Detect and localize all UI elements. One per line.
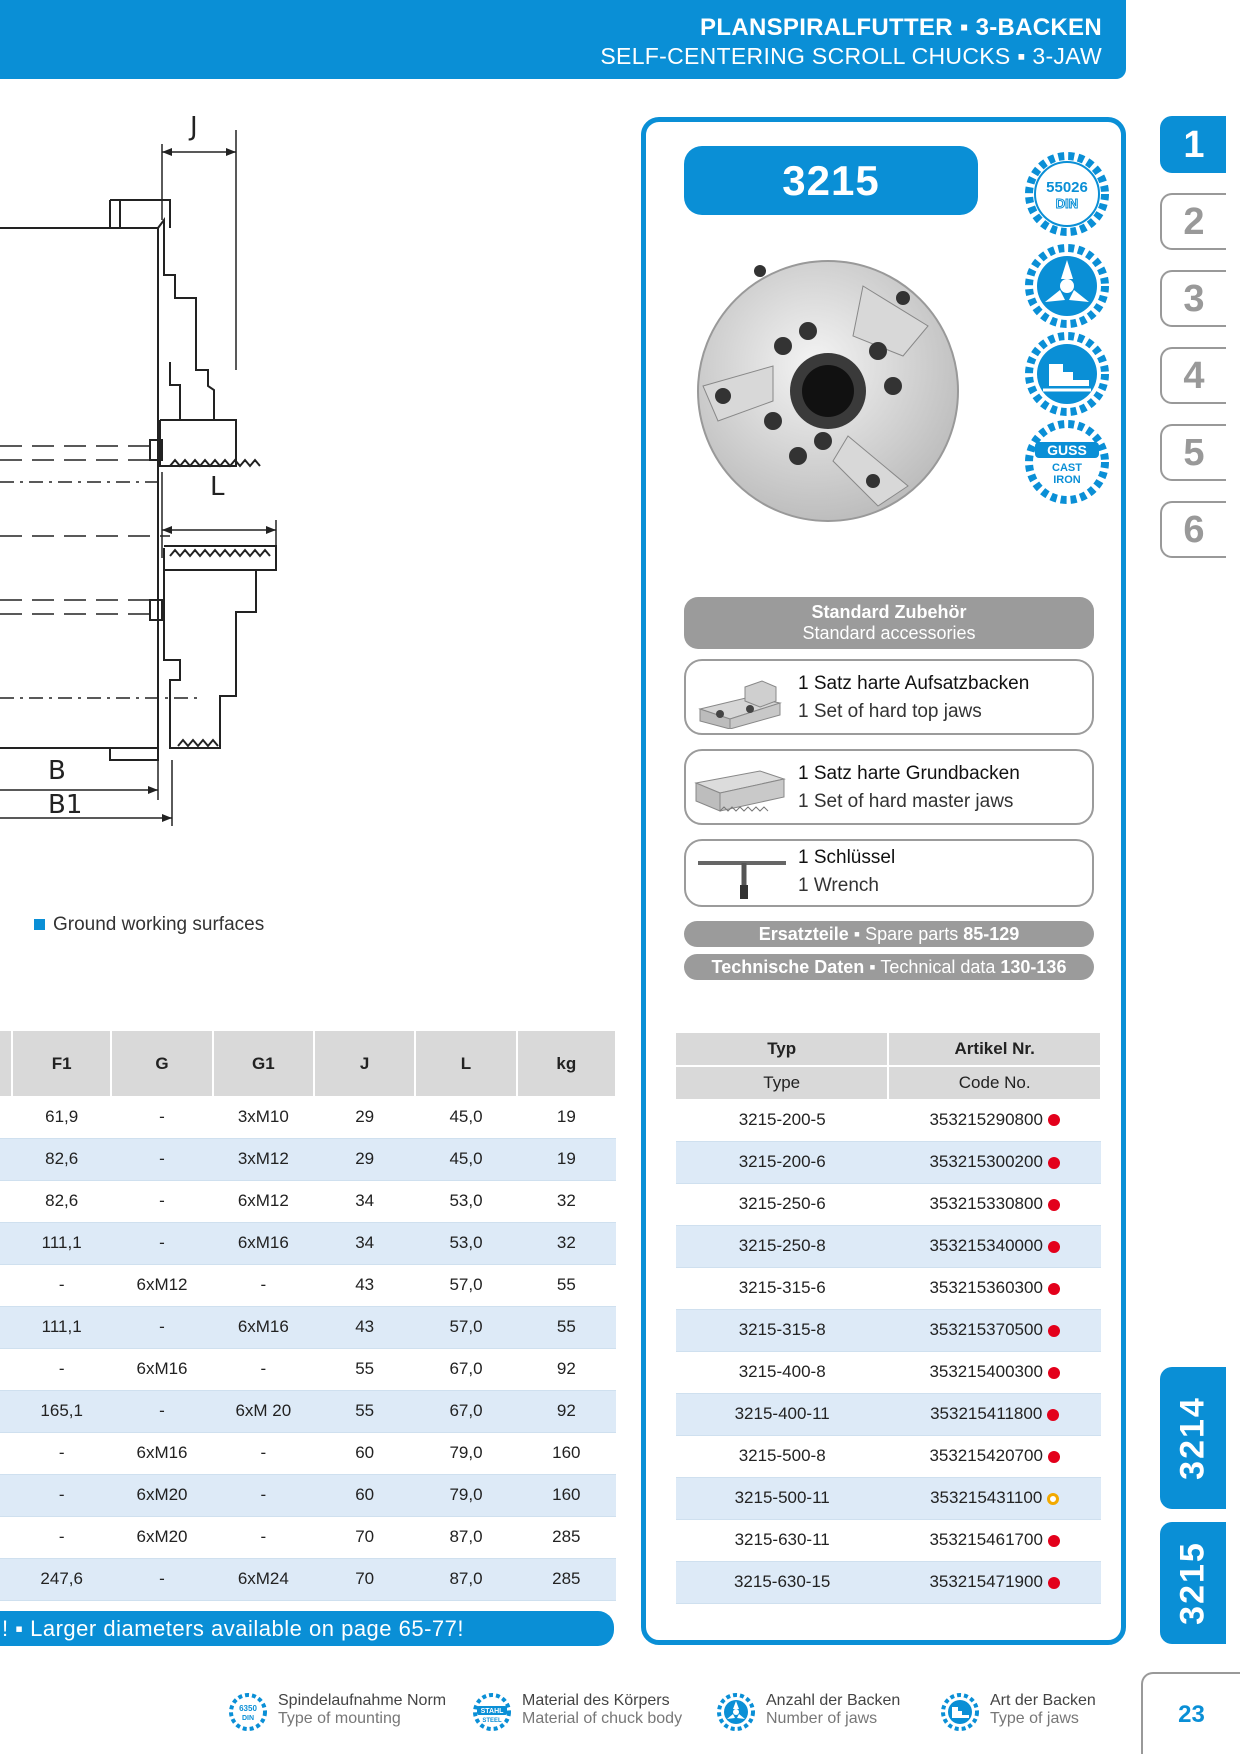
table-cell: -: [12, 1348, 111, 1390]
tech-data-sep: ▪: [864, 957, 881, 977]
in-stock-dot-icon: [1048, 1157, 1060, 1169]
article-code: 353215400300: [929, 1362, 1043, 1381]
table-row: [0, 1138, 616, 1180]
spare-parts-en: Spare parts: [865, 924, 964, 944]
table-cell: 55: [517, 1306, 616, 1348]
table-cell: -: [213, 1432, 314, 1474]
three-jaw-badge-icon: [1023, 242, 1111, 330]
article-header-row-en: [676, 1066, 1101, 1099]
header-title-de: PLANSPIRALFUTTER ▪ 3-BACKEN: [700, 14, 1102, 41]
row-stub: [0, 1306, 12, 1348]
article-code-cell: [888, 1519, 1101, 1561]
table-cell: -: [12, 1432, 111, 1474]
spare-parts-sep: ▪: [848, 924, 866, 944]
legend-mounting-en: Type of mounting: [278, 1710, 401, 1727]
din-6350-number: 6350: [239, 1704, 257, 1713]
tech-data-de: Technische Daten: [711, 957, 865, 977]
note-text: Ground working surfaces: [53, 914, 265, 935]
row-stub: [0, 1432, 12, 1474]
article-row: [676, 1393, 1101, 1435]
row-stub: [0, 1474, 12, 1516]
master-jaws-image: [690, 757, 790, 819]
row-stub: [0, 1096, 12, 1138]
table-cell: 6xM16: [111, 1432, 212, 1474]
article-row: [676, 1225, 1101, 1267]
table-cell: 6xM 20: [213, 1390, 314, 1432]
in-stock-dot-icon: [1048, 1199, 1060, 1211]
header-typ: Typ: [676, 1033, 888, 1066]
table-cell: 285: [517, 1558, 616, 1600]
table-cell: 111,1: [12, 1222, 111, 1264]
table-cell: 6xM24: [213, 1558, 314, 1600]
article-code-cell: [888, 1561, 1101, 1603]
legend-material-de: Material des Körpers: [522, 1692, 670, 1709]
in-stock-dot-icon: [1048, 1114, 1060, 1126]
accessory-1-en: 1 Set of hard top jaws: [798, 701, 982, 722]
chapter-tab-2[interactable]: 2: [1160, 193, 1226, 250]
technical-data-link[interactable]: [684, 954, 1094, 980]
article-code: 353215340000: [929, 1236, 1043, 1255]
in-stock-dot-icon: [1048, 1325, 1060, 1337]
article-type: 3215-200-5: [676, 1099, 888, 1141]
table-cell: 67,0: [415, 1348, 516, 1390]
table-cell: 19: [517, 1138, 616, 1180]
article-type: 3215-630-15: [676, 1561, 888, 1603]
technical-drawing: [0, 100, 320, 860]
cast-label: CAST: [1052, 462, 1082, 474]
accessories-head-de: Standard Zubehör: [811, 602, 967, 622]
table-cell: 34: [314, 1222, 415, 1264]
row-stub: [0, 1138, 12, 1180]
article-type: 3215-400-8: [676, 1351, 888, 1393]
jaw-type-icon: [940, 1692, 980, 1732]
table-cell: 87,0: [415, 1558, 516, 1600]
product-number: 3215: [684, 146, 978, 215]
chapter-tab-5[interactable]: 5: [1160, 424, 1226, 481]
dim-label-l: L: [210, 472, 225, 502]
article-code-cell: [888, 1477, 1101, 1519]
table-cell: 160: [517, 1432, 616, 1474]
article-code: 353215290800: [929, 1109, 1043, 1129]
row-stub: [0, 1264, 12, 1306]
section-tab-3215-label: 3215: [1173, 1541, 1212, 1625]
header-title-en: SELF-CENTERING SCROLL CHUCKS ▪ 3-JAW: [600, 43, 1102, 69]
steel-label-en: STEEL: [482, 1718, 502, 1724]
guss-label: GUSS: [1047, 442, 1087, 458]
row-stub: [0, 1222, 12, 1264]
article-code-cell: [888, 1309, 1101, 1351]
din-6350-label: DIN: [241, 1715, 255, 1722]
article-type: 3215-250-8: [676, 1225, 888, 1267]
product-box: [641, 117, 1126, 1645]
table-cell: 87,0: [415, 1516, 516, 1558]
article-code-cell: [888, 1267, 1101, 1309]
article-type: 3215-500-11: [676, 1477, 888, 1519]
header-j: J: [314, 1031, 415, 1096]
tech-data-en: Technical data: [880, 957, 1001, 977]
article-type: 3215-315-8: [676, 1309, 888, 1351]
article-row: [676, 1141, 1101, 1183]
table-row: [0, 1516, 616, 1558]
table-cell: 79,0: [415, 1474, 516, 1516]
article-row: [676, 1435, 1101, 1477]
article-code-cell: [888, 1141, 1101, 1183]
in-stock-dot-icon: [1048, 1283, 1060, 1295]
table-cell: -: [12, 1516, 111, 1558]
table-row: [0, 1390, 616, 1432]
table-cell: 3xM10: [213, 1096, 314, 1138]
table-cell: 6xM20: [111, 1516, 212, 1558]
article-row: [676, 1183, 1101, 1225]
article-code-cell: [888, 1435, 1101, 1477]
table-row: [0, 1306, 616, 1348]
table-cell: 34: [314, 1180, 415, 1222]
table-cell: 29: [314, 1138, 415, 1180]
three-jaw-icon: [716, 1692, 756, 1732]
legend-jaw-type-de: Art der Backen: [990, 1692, 1096, 1709]
table-cell: -: [111, 1390, 212, 1432]
steel-label-de: STAHL: [480, 1708, 504, 1715]
blue-square-icon: [34, 919, 45, 930]
article-code: 353215330800: [929, 1194, 1043, 1213]
table-cell: -: [111, 1096, 212, 1138]
table-cell: 55: [314, 1390, 415, 1432]
din-55026-badge-icon: [1023, 150, 1111, 238]
top-jaws-image: [690, 667, 790, 729]
accessory-2-en: 1 Set of hard master jaws: [798, 791, 1014, 812]
article-header-row-de: [676, 1033, 1101, 1066]
in-stock-dot-icon: [1047, 1409, 1059, 1421]
table-row: [0, 1432, 616, 1474]
accessories-head-en: Standard accessories: [802, 623, 976, 643]
larger-diameters-bar: ! ▪ Larger diameters available on page 65-77!: [0, 1611, 614, 1646]
table-row: [0, 1096, 616, 1138]
article-type: 3215-500-8: [676, 1435, 888, 1477]
table-cell: 6xM12: [111, 1264, 212, 1306]
row-stub: [0, 1558, 12, 1600]
table-cell: 67,0: [415, 1390, 516, 1432]
chuck-product-photo: [678, 246, 968, 546]
header-kg: kg: [517, 1031, 616, 1096]
table-cell: 43: [314, 1264, 415, 1306]
din-number: 55026: [1046, 179, 1088, 196]
accessory-3-de: 1 Schlüssel: [798, 847, 896, 868]
chapter-tab-3[interactable]: 3: [1160, 270, 1226, 327]
table-cell: 53,0: [415, 1222, 516, 1264]
article-type: 3215-315-6: [676, 1267, 888, 1309]
article-code-cell: [888, 1099, 1101, 1141]
din-6350-icon: [228, 1692, 268, 1732]
table-cell: 165,1: [12, 1390, 111, 1432]
cast-iron-badge-icon: [1023, 418, 1111, 506]
table-cell: 92: [517, 1390, 616, 1432]
spare-parts-pages: 85-129: [963, 924, 1020, 944]
accessory-wrench: [684, 839, 1094, 907]
table-cell: 29: [314, 1096, 415, 1138]
table-cell: 53,0: [415, 1180, 516, 1222]
tech-data-pages: 130-136: [1000, 957, 1067, 977]
table-cell: 55: [517, 1264, 616, 1306]
header-g1: G1: [213, 1031, 314, 1096]
dimensions-header-row: [0, 1031, 616, 1096]
iron-label: IRON: [1053, 474, 1081, 486]
table-cell: 6xM16: [213, 1222, 314, 1264]
table-cell: 57,0: [415, 1306, 516, 1348]
header-g: G: [111, 1031, 212, 1096]
accessory-1-de: 1 Satz harte Aufsatzbacken: [798, 673, 1030, 694]
chapter-tab-4[interactable]: 4: [1160, 347, 1226, 404]
table-cell: 70: [314, 1558, 415, 1600]
table-cell: 82,6: [12, 1138, 111, 1180]
table-cell: -: [111, 1558, 212, 1600]
section-tab-3215[interactable]: [1160, 1522, 1226, 1644]
page-number: 23: [1141, 1672, 1240, 1754]
table-cell: -: [111, 1180, 212, 1222]
wrench-image: [690, 847, 790, 909]
in-stock-dot-icon: [1048, 1451, 1060, 1463]
header-artikel-nr: Artikel Nr.: [888, 1033, 1101, 1066]
table-cell: 160: [517, 1474, 616, 1516]
article-code: 353215461700: [929, 1530, 1043, 1549]
accessory-2-de: 1 Satz harte Grundbacken: [798, 763, 1020, 784]
table-cell: 45,0: [415, 1096, 516, 1138]
table-row: [0, 1474, 616, 1516]
table-cell: 247,6: [12, 1558, 111, 1600]
accessory-3-en: 1 Wrench: [798, 875, 879, 896]
article-row: [676, 1309, 1101, 1351]
table-cell: -: [111, 1222, 212, 1264]
dimensions-table: [0, 1031, 617, 1601]
article-row: [676, 1099, 1101, 1141]
table-cell: -: [12, 1264, 111, 1306]
table-row: [0, 1180, 616, 1222]
table-cell: -: [213, 1516, 314, 1558]
row-stub: [0, 1390, 12, 1432]
article-code-cell: [888, 1183, 1101, 1225]
article-row: [676, 1267, 1101, 1309]
section-tab-3214-label: 3214: [1173, 1396, 1212, 1480]
table-row: [0, 1222, 616, 1264]
article-code: 353215370500: [929, 1320, 1043, 1339]
article-row: [676, 1561, 1101, 1603]
legend-material-en: Material of chuck body: [522, 1710, 683, 1727]
article-code: 353215431100: [930, 1488, 1043, 1507]
header-code-no: Code No.: [888, 1066, 1101, 1099]
header-f1: F1: [12, 1031, 111, 1096]
in-stock-dot-icon: [1048, 1241, 1060, 1253]
table-cell: 43: [314, 1306, 415, 1348]
page-header: [0, 0, 1126, 79]
article-type: 3215-630-11: [676, 1519, 888, 1561]
table-cell: 55: [314, 1348, 415, 1390]
article-code-cell: [888, 1351, 1101, 1393]
table-cell: 92: [517, 1348, 616, 1390]
on-order-dot-icon: [1047, 1493, 1059, 1505]
dim-label-b1: B1: [48, 790, 83, 820]
table-cell: -: [213, 1474, 314, 1516]
din-label: DIN: [1055, 196, 1079, 211]
in-stock-dot-icon: [1048, 1577, 1060, 1589]
dim-label-b: B: [48, 756, 66, 786]
article-row: [676, 1519, 1101, 1561]
spare-parts-link[interactable]: [684, 921, 1094, 947]
article-code: 353215420700: [929, 1446, 1043, 1465]
table-cell: 60: [314, 1474, 415, 1516]
article-code-cell: [888, 1393, 1101, 1435]
article-code: 353215360300: [929, 1278, 1043, 1297]
table-cell: 32: [517, 1222, 616, 1264]
table-cell: 6xM16: [213, 1306, 314, 1348]
header-stub: [0, 1031, 12, 1096]
legend-jaw-type-en: Type of jaws: [990, 1710, 1079, 1727]
table-cell: 79,0: [415, 1432, 516, 1474]
table-cell: -: [213, 1348, 314, 1390]
article-table: [676, 1033, 1102, 1604]
jaw-type-badge-icon: [1023, 330, 1111, 418]
article-type: 3215-200-6: [676, 1141, 888, 1183]
legend-mounting-de: Spindelaufnahme Norm: [278, 1692, 447, 1709]
row-stub: [0, 1180, 12, 1222]
row-stub: [0, 1516, 12, 1558]
legend-jaw-count-en: Number of jaws: [766, 1710, 878, 1727]
header-type: Type: [676, 1066, 888, 1099]
article-code: 353215411800: [930, 1404, 1043, 1423]
table-cell: -: [213, 1264, 314, 1306]
table-cell: -: [111, 1306, 212, 1348]
ground-surfaces-note: [34, 914, 264, 936]
row-stub: [0, 1348, 12, 1390]
table-cell: 6xM20: [111, 1474, 212, 1516]
table-cell: 111,1: [12, 1306, 111, 1348]
table-cell: 45,0: [415, 1138, 516, 1180]
table-cell: -: [111, 1138, 212, 1180]
table-cell: 32: [517, 1180, 616, 1222]
accessory-top-jaws: [684, 659, 1094, 735]
table-cell: 57,0: [415, 1264, 516, 1306]
article-code: 353215471900: [929, 1572, 1043, 1591]
table-row: [0, 1264, 616, 1306]
table-cell: 61,9: [12, 1096, 111, 1138]
article-type: 3215-250-6: [676, 1183, 888, 1225]
standard-accessories-header: [684, 597, 1094, 649]
table-cell: 60: [314, 1432, 415, 1474]
in-stock-dot-icon: [1048, 1367, 1060, 1379]
section-tab-3214[interactable]: [1160, 1367, 1226, 1509]
chapter-tab-1[interactable]: 1: [1160, 116, 1226, 173]
legend-jaw-count-de: Anzahl der Backen: [766, 1692, 901, 1709]
table-cell: 19: [517, 1096, 616, 1138]
table-cell: 3xM12: [213, 1138, 314, 1180]
article-row: [676, 1351, 1101, 1393]
article-row: [676, 1477, 1101, 1519]
article-code-cell: [888, 1225, 1101, 1267]
article-type: 3215-400-11: [676, 1393, 888, 1435]
table-cell: 70: [314, 1516, 415, 1558]
table-cell: 285: [517, 1516, 616, 1558]
steel-icon: [472, 1692, 512, 1732]
table-row: [0, 1558, 616, 1600]
table-cell: -: [12, 1474, 111, 1516]
table-row: [0, 1348, 616, 1390]
table-cell: 6xM16: [111, 1348, 212, 1390]
table-cell: 82,6: [12, 1180, 111, 1222]
in-stock-dot-icon: [1048, 1535, 1060, 1547]
accessory-master-jaws: [684, 749, 1094, 825]
spare-parts-de: Ersatzteile: [758, 924, 849, 944]
dim-label-j: J: [190, 112, 198, 142]
header-l: L: [415, 1031, 516, 1096]
chuck-section-drawing: [0, 100, 320, 860]
article-code: 353215300200: [929, 1152, 1043, 1171]
table-cell: 6xM12: [213, 1180, 314, 1222]
chapter-tab-6[interactable]: 6: [1160, 501, 1226, 558]
